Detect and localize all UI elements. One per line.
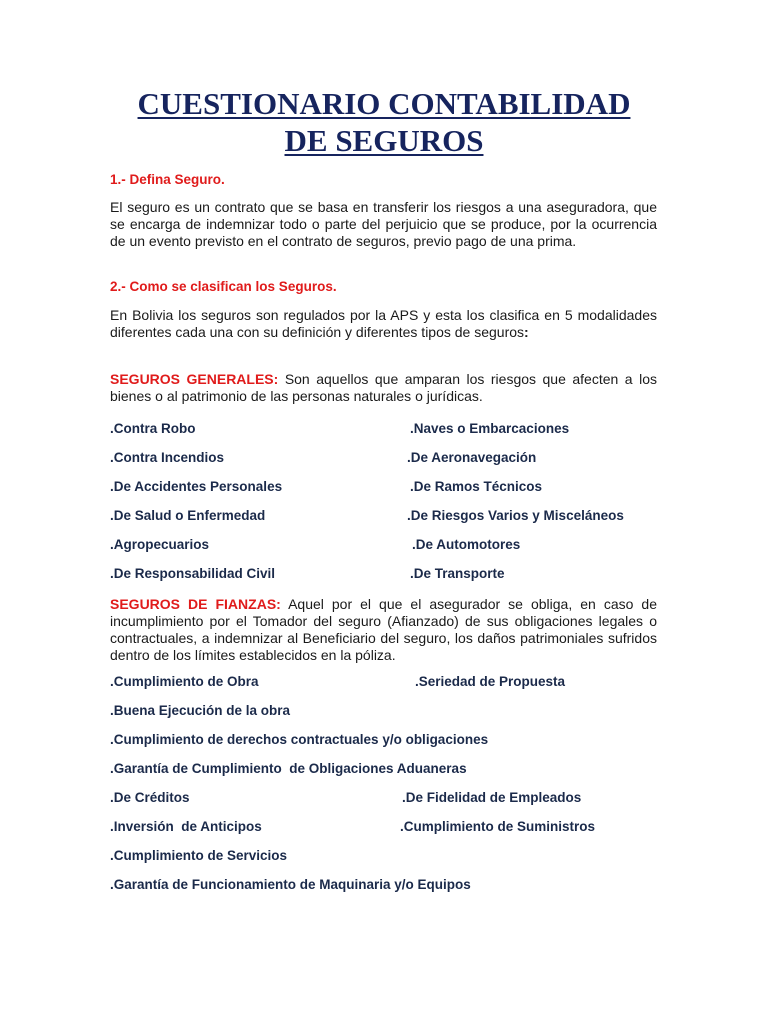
question-1-answer: El seguro es un contrato que se basa en transferir los riesgos a una aseguradora, que se encarga de indemnizar todo o parte del perjuicio que se produce, por la ocurrencia de un evento previsto en el contrato de seguros, previo pago de una prima.	[110, 199, 657, 249]
generales-item: .De Transporte	[410, 566, 505, 581]
fianzas-item: .Cumplimiento de Obra	[110, 674, 259, 689]
generales-item: .De Automotores	[412, 537, 521, 552]
question-2-intro	[110, 307, 657, 341]
generales-item: .Naves o Embarcaciones	[410, 421, 570, 436]
generales-item: .De Salud o Enfermedad	[110, 508, 266, 523]
fianzas-item: .Garantía de Funcionamiento de Maquinaria y/o Equipos	[110, 877, 471, 892]
generales-item: .Contra Incendios	[110, 450, 225, 465]
fianzas-item: .Seriedad de Propuesta	[415, 674, 566, 689]
generales-item: .Contra Robo	[110, 421, 196, 436]
fianzas-item: .Cumplimiento de Servicios	[110, 848, 288, 863]
fianzas-item: .Cumplimiento de Suministros	[400, 819, 596, 834]
fianzas-item: .Cumplimiento de derechos contractuales y/o obligaciones	[110, 732, 489, 747]
seguros-generales-definition	[110, 371, 657, 405]
seguros-fianzas-definition	[110, 596, 657, 664]
seguros-fianzas-text: Aquel por el que el asegurador se obliga, en caso de incumplimiento por el Tomador del seguro (Afianzado) de sus obligaciones legales o contractuales, a indemnizar al Beneficiario del seguro, los daños patrimoniales sufridos dentro de los límites establecidos en la póliza.	[110, 596, 657, 663]
fianzas-item: .Buena Ejecución de la obra	[110, 703, 291, 718]
seguros-generales-text: Son aquellos que amparan los riesgos que afecten a los bienes o al patrimonio de las personas naturales o jurídicas.	[110, 371, 657, 404]
fianzas-item: .Inversión de Anticipos	[110, 819, 262, 834]
fianzas-item: .De Fidelidad de Empleados	[402, 790, 582, 805]
question-2-heading: 2.- Como se clasifican los Seguros.	[110, 279, 337, 294]
generales-item: .De Riesgos Varios y Misceláneos	[407, 508, 624, 523]
generales-item: .De Accidentes Personales	[110, 479, 283, 494]
fianzas-item: .Garantía de Cumplimiento de Obligaciones Aduaneras	[110, 761, 467, 776]
question-2-intro-colon: :	[524, 324, 529, 340]
seguros-fianzas-label: SEGUROS DE FIANZAS:	[110, 596, 281, 612]
generales-item: .De Ramos Técnicos	[410, 479, 543, 494]
generales-item: .De Responsabilidad Civil	[110, 566, 276, 581]
generales-item: .De Aeronavegación	[407, 450, 537, 465]
document-title-line-1: CUESTIONARIO CONTABILIDAD	[137, 86, 631, 121]
document-title-line-2: DE SEGUROS	[284, 123, 484, 158]
seguros-generales-label: SEGUROS GENERALES:	[110, 371, 279, 387]
question-1-heading: 1.- Defina Seguro.	[110, 172, 225, 187]
generales-item: .Agropecuarios	[110, 537, 210, 552]
fianzas-item: .De Créditos	[110, 790, 190, 805]
question-2-intro-text: En Bolivia los seguros son regulados por la APS y esta los clasifica en 5 modalidades diferentes cada una con su definición y diferentes tipos de seguros	[110, 307, 657, 340]
